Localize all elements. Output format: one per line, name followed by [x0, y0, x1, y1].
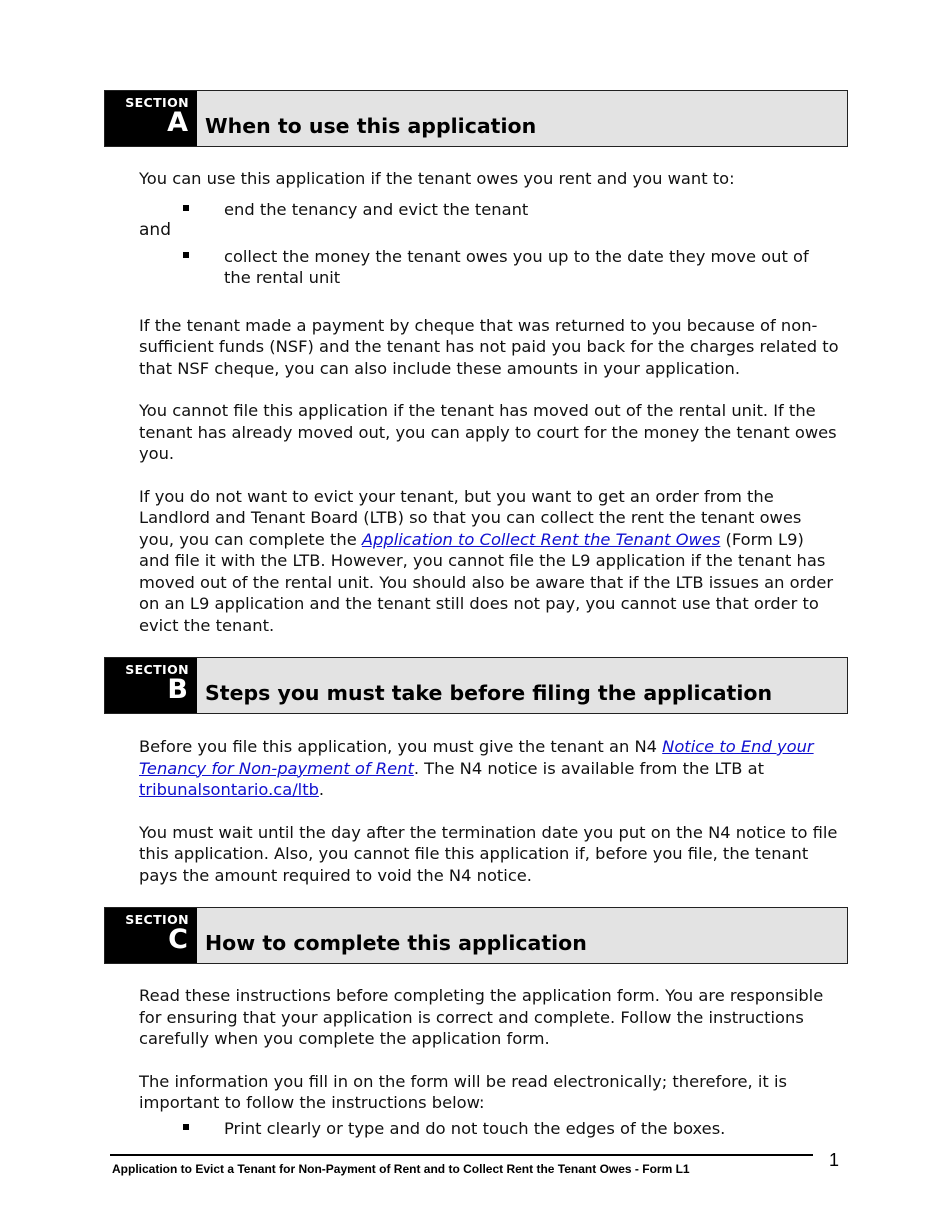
section-a-label: SECTION	[125, 95, 189, 110]
section-c-title: How to complete this application	[205, 931, 587, 955]
section-c-read-paragraph: Read these instructions before completing the application form. You are responsible for ensuring that your application is correct and complete. Follow the instructions carefully when you complete the application form.	[139, 986, 824, 1048]
bullet-square-icon	[183, 1124, 189, 1130]
section-c-letter: C	[168, 924, 188, 955]
tribunals-ontario-link[interactable]: tribunalsontario.ca/ltb	[139, 780, 319, 799]
section-a-and: and	[139, 220, 171, 240]
section-b-content	[139, 736, 839, 886]
section-c-bullet-1: Print clearly or type and do not touch the edges of the boxes.	[224, 1118, 726, 1138]
list-item	[139, 1118, 839, 1140]
section-a-l9-text-end: (Form L9) and file it with the LTB. However, you cannot file the L9 application if the tenant has moved out of the rental unit. You should also be aware that if the LTB issues an order on an L9 application and the tenant still does not pay, you cannot use that order to evict the tenant.	[139, 529, 834, 635]
section-a-title: When to use this application	[205, 114, 537, 138]
section-b-n4-text-end: .	[318, 780, 325, 799]
section-c-info-paragraph: The information you fill in on the form will be read electronically; therefore, it is important to follow the instructions below:	[139, 1071, 787, 1112]
section-a-intro: You can use this application if the tenant owes you rent and you want to:	[139, 169, 735, 188]
section-b-title: Steps you must take before filing the application	[205, 681, 773, 705]
list-item	[139, 199, 839, 221]
section-a-l9-paragraph	[139, 486, 839, 637]
section-a-badge	[105, 91, 197, 146]
section-a-nsf-paragraph: If the tenant made a payment by cheque that was returned to you because of non-sufficient funds (NSF) and the tenant has not paid you back for the charges related to that NSF cheque, you can also include these amounts in your application.	[139, 315, 839, 378]
section-a-bullet-1: end the tenancy and evict the tenant	[224, 199, 529, 219]
section-b-n4-text-start: Before you file this application, you must give the tenant an N4	[139, 737, 663, 756]
section-b-badge	[105, 658, 197, 713]
page-number: 1	[829, 1150, 840, 1170]
section-b-label: SECTION	[125, 662, 189, 677]
n4-notice-link[interactable]: Notice to End your Tenancy for Non-payment of Rent	[139, 737, 814, 778]
bullet-square-icon	[183, 252, 189, 258]
bullet-square-icon	[183, 205, 189, 211]
list-item	[139, 246, 839, 289]
section-b-header	[104, 657, 848, 714]
section-b-n4-paragraph	[139, 736, 839, 801]
section-a-content	[139, 168, 839, 636]
footer-form-title: Application to Evict a Tenant for Non-Payment of Rent and to Collect Rent the Tenant Owes - Form L1	[112, 1162, 690, 1176]
section-c-badge	[105, 908, 197, 963]
section-a-moved-paragraph: You cannot file this application if the tenant has moved out of the rental unit. If the tenant has already moved out, you can apply to court for the money the tenant owes you.	[139, 401, 837, 463]
section-b-n4-text-mid: . The N4 notice is available from the LTB at	[413, 758, 764, 778]
section-c-content	[139, 985, 839, 1139]
section-a-header	[104, 90, 848, 147]
section-a-letter: A	[167, 107, 188, 138]
section-a-bullet-2: collect the money the tenant owes you up to the date they move out of the rental unit	[224, 246, 809, 287]
section-a-l9-text-start: If you do not want to evict your tenant, but you want to get an order from the Landlord and Tenant Board (LTB) so that you can collect the rent the tenant owes you, you can complete the	[139, 486, 802, 549]
section-c-label: SECTION	[125, 912, 189, 927]
section-b-letter: B	[167, 674, 188, 705]
section-c-header	[104, 907, 848, 964]
footer-divider	[110, 1154, 813, 1156]
section-b-wait-paragraph: You must wait until the day after the termination date you put on the N4 notice to file this application. Also, you cannot file this application if, before you file, the tenant pays the amount required to void the N4 notice.	[139, 822, 838, 885]
form-l9-link[interactable]: Application to Collect Rent the Tenant Owes	[361, 529, 721, 549]
